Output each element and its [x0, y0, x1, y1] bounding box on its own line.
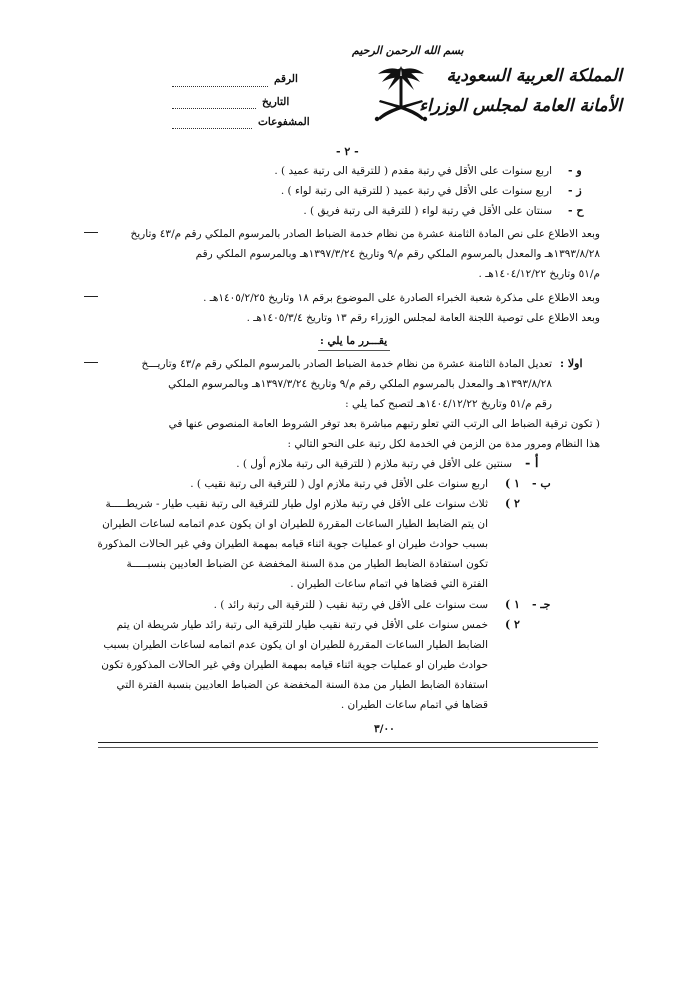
body-line: ( تكون ترقية الضباط الى الرتب التي تعلو رتبهم مباشرة بعد توفر الشروط العامة المنصوص عنها في	[168, 418, 600, 430]
section-c-sub1: ست سنوات على الأقل في رتبة نقيب ( للترقية الى رتبة رائد ) .	[213, 599, 488, 611]
body-line: ١٣٩٣/٨/٢٨هـ والمعدل بالمرسوم الملكي رقم م/٩ وتاريخ ١٣٩٧/٣/٢٤هـ وبالمرسوم الملكي	[168, 378, 552, 390]
item-marker: و -	[568, 164, 582, 177]
body-line: سنتين على الأقل في رتبة ملازم ( للترقية الى رتبة ملازم أول ) .	[236, 458, 512, 470]
sub-marker: ٢ )	[505, 497, 520, 510]
preamble-line: وبعد الاطلاع على نص المادة الثامنة عشرة من نظام خدمة الضباط الصادر بالمرسوم الملكي رقم م/٤٣ وتاريخ	[130, 228, 600, 240]
secretariat-title: الأمانة العامة لمجلس الوزراء	[419, 96, 622, 116]
preamble-line: وبعد الاطلاع على توصية اللجنة العامة لمجلس الوزراء رقم ١٣ وتاريخ ١٤٠٥/٣/٤هـ .	[246, 312, 600, 324]
section-c-sub2-line: الضابط الطيار الساعات المقررة للطيران او ان يكون عدم اتمامه لساعات الطيران بسبب	[103, 639, 488, 651]
section-a-marker: أ -	[525, 456, 539, 471]
section-b-sub2-line: تكون استفادة الضابط الطيار من مدة السنة المخفضة عن الضباط العاديين بنسبـــــة	[126, 558, 488, 570]
first-label: اولا :	[560, 357, 583, 370]
sub-marker: ١ )	[505, 598, 520, 611]
item-text: اربع سنوات على الأقل في رتبة مقدم ( للترقية الى رتبة عميد ) .	[274, 165, 552, 177]
item-text: سنتان على الأقل في رتبة لواء ( للترقية الى رتبة فريق ) .	[303, 205, 552, 217]
bismillah: بسم الله الرحمن الرحيم	[352, 44, 464, 57]
sub-marker: ٢ )	[505, 618, 520, 631]
preamble-line: ١٣٩٣/٨/٢٨هـ والمعدل بالمرسوم الملكي رقم م/٩ وتاريخ ١٣٩٧/٣/٢٤هـ وبالمرسوم الملكي رقم	[195, 248, 600, 260]
decides-underline	[318, 350, 390, 351]
date-label: التاريخ	[262, 96, 290, 108]
page-number: - ٢ -	[336, 145, 359, 158]
item-marker: ز -	[568, 184, 582, 197]
section-b-sub2-line: ان يتم الضابط الطيار الساعات المقررة للطيران او ان يكون عدم اتمامه لساعات الطيران	[102, 518, 488, 530]
margin-mark	[84, 296, 98, 297]
section-b-sub2-line: ثلاث سنوات على الأقل في رتبة ملازم اول طيار للترقية الى رتبة نقيب طيار - شريطـــــة	[105, 498, 488, 510]
bottom-rule	[98, 742, 598, 743]
body-line: رقم م/٥١ وتاريخ ١٤٠٤/١٢/٢٢هـ لتصبح كما يلي :	[345, 398, 552, 410]
preamble-line: وبعد الاطلاع على مذكرة شعبة الخبراء الصادرة على الموضوع برقم ١٨ وتاريخ ١٤٠٥/٢/٢٥هـ .	[203, 292, 600, 304]
attachments-label: المشفوعات	[258, 116, 310, 128]
section-c-sub2-line: حوادث طيران او عمليات جوية اثناء قيامه بمهمة الطيران وفي غير الحالات المذكورة تكون	[101, 659, 488, 671]
section-b-sub1: اربع سنوات على الأقل في رتبة ملازم اول ( للترقية الى رتبة نقيب ) .	[190, 478, 488, 490]
bottom-rule-secondary	[98, 747, 598, 748]
number-field-dots	[172, 86, 268, 87]
section-b-sub2-line: بسبب حوادث طيران او عمليات جوية اثناء قيامه بمهمة الطيران وفي غير الحالات المذكورة	[97, 538, 488, 550]
section-c-sub2-line: خمس سنوات على الأقل في رتبة نقيب طيار للترقية الى رتبة رائد طيار شريطة ان يتم	[116, 619, 488, 631]
margin-mark	[84, 232, 98, 233]
body-line: هذا النظام ومرور مدة من الزمن في الخدمة لكل رتبة على النحو التالي :	[287, 438, 600, 450]
number-label: الرقم	[274, 73, 298, 85]
section-c-sub2-line: استفادة الضابط الطيار من مدة السنة المخفضة عن الضباط العاديين بنسبة الفترة التي	[116, 679, 488, 691]
kingdom-title: المملكة العربية السعودية	[446, 66, 622, 86]
section-c-sub2-line: قضاها في اتمام ساعات الطيران .	[340, 699, 488, 711]
item-text: اربع سنوات على الأقل في رتبة عميد ( للترقية الى رتبة لواء ) .	[280, 185, 552, 197]
date-field-dots	[172, 108, 256, 109]
margin-mark	[84, 362, 98, 363]
preamble-line: م/٥١ وتاريخ ١٤٠٤/١٢/٢٢هـ .	[478, 268, 600, 280]
continuation-mark: ٣/٠٠	[374, 723, 395, 735]
item-marker: ح -	[568, 204, 584, 217]
section-b-marker: ب -	[532, 477, 551, 490]
decides-heading: يقـــرر ما يلي :	[320, 335, 388, 347]
attachments-field-dots	[172, 128, 252, 129]
sub-marker: ١ )	[505, 477, 520, 490]
body-line: تعديل المادة الثامنة عشرة من نظام خدمة الضباط الصادر بالمرسوم الملكي رقم م/٤٣ وتاريـــخ	[141, 358, 552, 370]
section-c-marker: جـ -	[532, 598, 551, 611]
section-b-sub2-line: الفترة التي قضاها في اتمام ساعات الطيران .	[290, 578, 488, 590]
emblem-palm-swords-icon	[368, 62, 434, 128]
